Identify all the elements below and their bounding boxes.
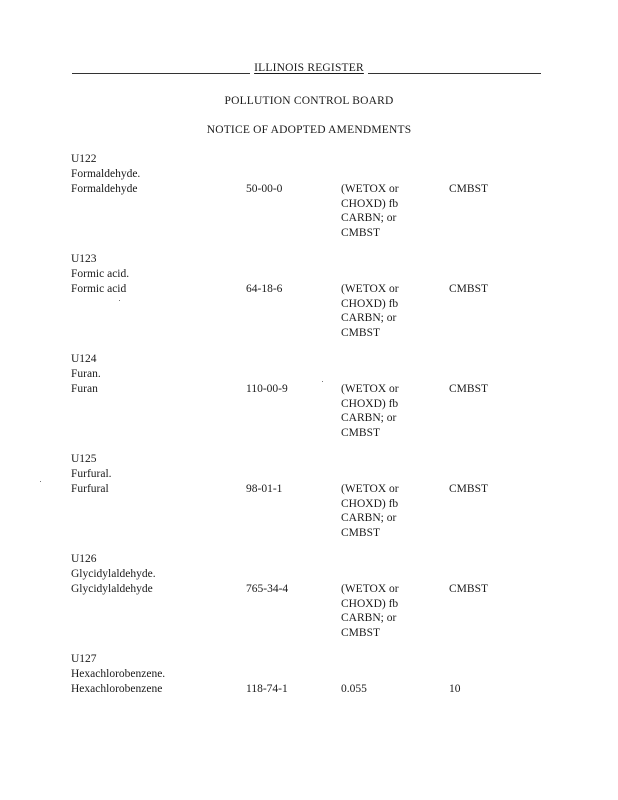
standard-line: CARBN; or <box>341 512 397 524</box>
standard-line: (WETOX or <box>341 183 399 195</box>
standard-line: (WETOX or <box>341 483 399 495</box>
table-row <box>71 652 551 752</box>
standard-line: CARBN; or <box>341 212 397 224</box>
waste-code: U124 <box>71 353 97 365</box>
standard-line: CARBN; or <box>341 612 397 624</box>
constituent-name: Furfural <box>71 483 109 495</box>
standard-line: CMBST <box>341 226 380 239</box>
cas-number: 98-01-1 <box>246 483 283 495</box>
cas-number: 50-00-0 <box>246 183 283 195</box>
standard-line: CHOXD) fb <box>341 297 399 310</box>
standard-line: CARBN; or <box>341 312 397 324</box>
waste-code: U123 <box>71 253 97 265</box>
agency-title: POLLUTION CONTROL BOARD <box>224 95 394 107</box>
cas-number: 110-00-9 <box>246 383 288 395</box>
constituent-name: Formaldehyde <box>71 183 138 195</box>
standard-line: CHOXD) fb <box>341 197 399 210</box>
scan-speck <box>322 381 323 382</box>
nonwastewater-standard: CMBST <box>449 283 488 295</box>
waste-name-heading: Furfural. <box>71 468 112 480</box>
waste-name-heading: Hexachlorobenzene. <box>71 668 166 680</box>
nonwastewater-standard: CMBST <box>449 183 488 195</box>
waste-code: U126 <box>71 553 97 565</box>
constituent-name: Furan <box>71 383 98 395</box>
waste-name-heading: Formic acid. <box>71 268 130 280</box>
nonwastewater-standard: 10 <box>449 683 461 695</box>
standard-line: CMBST <box>341 526 380 539</box>
waste-code: U125 <box>71 453 97 465</box>
wastewater-standard <box>341 482 431 540</box>
cas-number: 118-74-1 <box>246 683 288 695</box>
wastewater-standard <box>341 682 431 697</box>
table-row <box>71 352 551 452</box>
standard-line: CHOXD) fb <box>341 397 399 410</box>
wastewater-standard <box>341 582 431 640</box>
standard-line: 0.055 <box>341 683 367 695</box>
nonwastewater-standard: CMBST <box>449 483 488 495</box>
standard-line: CARBN; or <box>341 412 397 424</box>
waste-table <box>71 152 551 752</box>
table-row <box>71 252 551 352</box>
wastewater-standard <box>341 382 431 440</box>
table-row <box>71 452 551 552</box>
scan-speck <box>119 300 120 301</box>
cas-number: 765-34-4 <box>246 583 289 595</box>
standard-line: CHOXD) fb <box>341 597 399 610</box>
waste-name-heading: Furan. <box>71 368 101 380</box>
standard-line: (WETOX or <box>341 283 399 295</box>
notice-title: NOTICE OF ADOPTED AMENDMENTS <box>206 124 412 136</box>
standard-line: CMBST <box>341 326 380 339</box>
waste-code: U127 <box>71 653 97 665</box>
standard-line: CMBST <box>341 426 380 439</box>
table-row <box>71 152 551 252</box>
nonwastewater-standard: CMBST <box>449 383 488 395</box>
waste-code: U122 <box>71 153 97 165</box>
register-title-text: ILLINOIS REGISTER <box>250 62 368 74</box>
standard-line: (WETOX or <box>341 583 399 595</box>
constituent-name: Formic acid <box>71 283 127 295</box>
wastewater-standard <box>341 182 431 240</box>
standard-line: CMBST <box>341 626 380 639</box>
nonwastewater-standard: CMBST <box>449 583 488 595</box>
wastewater-standard <box>341 282 431 340</box>
table-row <box>71 552 551 652</box>
constituent-name: Glycidylaldehyde <box>71 583 153 595</box>
standard-line: (WETOX or <box>341 383 399 395</box>
standard-line: CHOXD) fb <box>341 497 399 510</box>
register-title <box>0 61 618 76</box>
waste-name-heading: Glycidylaldehyde. <box>71 568 156 580</box>
constituent-name: Hexachlorobenzene <box>71 683 163 695</box>
waste-name-heading: Formaldehyde. <box>71 168 141 180</box>
cas-number: 64-18-6 <box>246 283 283 295</box>
scan-speck <box>40 481 41 482</box>
